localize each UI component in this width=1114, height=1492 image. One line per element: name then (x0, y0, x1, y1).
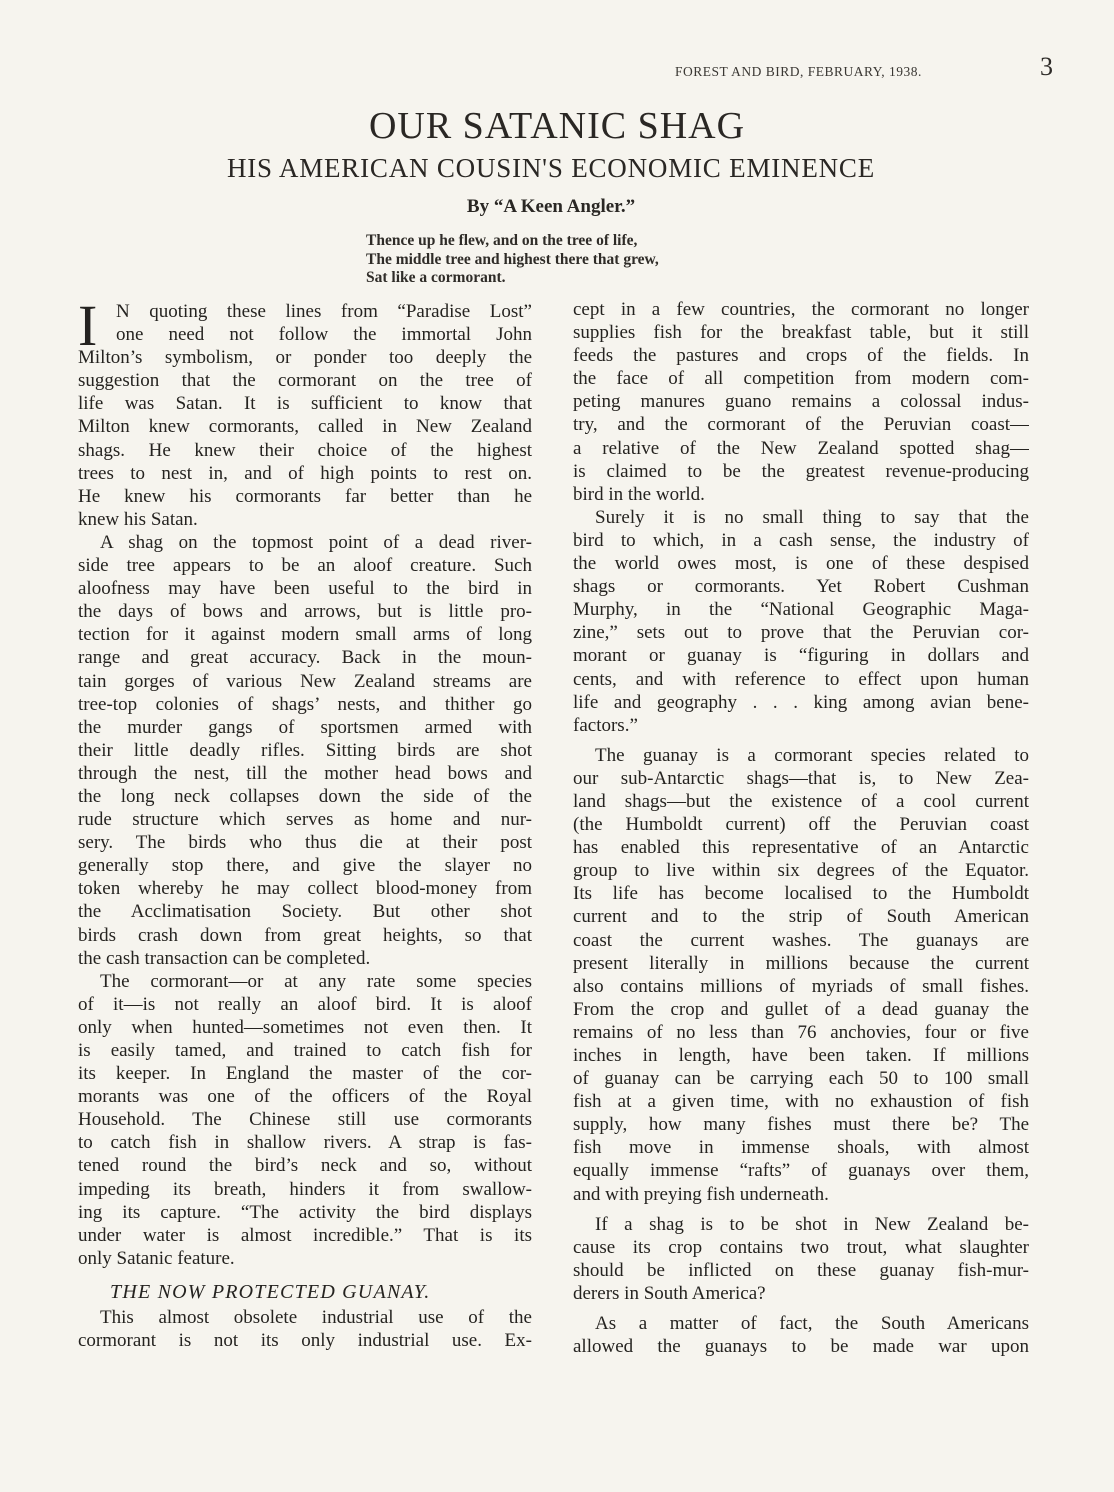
text-line: a relative of the New Zealand spotted shag— (573, 437, 1029, 459)
epigraph (366, 232, 659, 288)
text-line: bird in the world. (573, 483, 705, 505)
text-line: fish at a given time, with no exhaustion of fish (573, 1091, 1029, 1113)
text-line: If a shag is to be shot in New Zealand be- (595, 1213, 1029, 1235)
text-line: life and geography . . . king among avian bene- (573, 691, 1029, 713)
text-line: the days of bows and arrows, but is little pro- (78, 601, 532, 623)
text-line: of guanay can be carrying each 50 to 100 small (573, 1068, 1029, 1090)
text-line: tection for it against modern small arms of long (78, 624, 532, 646)
text-line: morants was one of the officers of the Royal (78, 1086, 532, 1108)
text-line: fish move in immense shoals, with almost (573, 1137, 1029, 1159)
article-title: OUR SATANIC SHAG (368, 105, 746, 147)
byline: By “A Keen Angler.” (466, 196, 636, 217)
text-line: under water is almost incredible.” That is its (78, 1224, 532, 1246)
text-line: peting manures guano remains a colossal indus- (573, 391, 1029, 413)
text-line: is claimed to be the greatest revenue-producing (573, 460, 1029, 482)
text-line: ing its capture. “The activity the bird displays (78, 1201, 532, 1223)
text-line: A shag on the topmost point of a dead river- (100, 531, 532, 553)
text-line: supplies fish for the breakfast table, but it still (573, 322, 1029, 344)
text-line: birds crash down from great heights, so that (78, 924, 532, 946)
epigraph-line: Sat like a cormorant. (366, 269, 506, 286)
epigraph-line: The middle tree and highest there that grew, (366, 250, 659, 268)
text-line: knew his Satan. (78, 508, 198, 530)
text-line: feeds the pastures and crops of the fields. In (573, 345, 1029, 367)
text-line: only Satanic feature. (78, 1247, 235, 1269)
text-line: cormorant is not its only industrial use. Ex- (78, 1330, 532, 1352)
text-line: allowed the guanays to be made war upon (573, 1336, 1029, 1358)
text-line: cept in a few countries, the cormorant no longer (573, 299, 1029, 320)
text-line: the murder gangs of sportsmen armed with (78, 716, 532, 738)
text-line: cause its crop contains two trout, what slaughter (573, 1236, 1029, 1258)
text-line: aloofness may have been useful to the bird in (78, 578, 532, 600)
text-line: life was Satan. It is sufficient to know that (78, 393, 532, 415)
text-line: equally immense “rafts” of guanays over them, (573, 1160, 1029, 1182)
text-line: (the Humboldt current) off the Peruvian coast (573, 814, 1029, 836)
text-line: their little deadly rifles. Sitting birds are shot (78, 739, 532, 761)
text-line: to catch fish in shallow rivers. A strap is fas- (78, 1132, 532, 1154)
article-column-right (573, 298, 1029, 1358)
text-line: generally stop there, and give the slayer no (78, 855, 532, 877)
text-line: our sub-Antarctic shags—that is, to New Zea- (573, 767, 1029, 789)
text-line: tree-top colonies of shags’ nests, and thither go (78, 693, 532, 715)
text-line: land shags—but the existence of a cool current (573, 790, 1029, 812)
text-line: token whereby he may collect blood-money from (78, 878, 532, 900)
text-line: is easily tamed, and trained to catch fish for (78, 1040, 532, 1061)
text-line: suggestion that the cormorant on the tree of (78, 370, 532, 392)
text-line: coast the current washes. The guanays are (573, 929, 1029, 951)
text-line: one need not follow the immortal John (116, 324, 532, 346)
text-line: shags or cormorants. Yet Robert Cushman (573, 576, 1029, 598)
text-line: Household. The Chinese still use cormorants (78, 1109, 532, 1131)
text-line: tain gorges of various New Zealand streams are (78, 670, 532, 692)
text-line: cents, and with reference to effect upon human (573, 668, 1029, 690)
page-number: 3 (1040, 52, 1053, 81)
text-line: trees to nest in, and of high points to rest on. (78, 462, 532, 484)
article-subtitle: HIS AMERICAN COUSIN'S ECONOMIC EMINENCE (226, 153, 876, 183)
text-line: impeding its breath, hinders it from swallow- (78, 1178, 532, 1200)
text-line: range and great accuracy. Back in the moun- (78, 647, 532, 669)
text-line: also contains millions of myriads of small fishes. (573, 975, 1029, 997)
text-line: its keeper. In England the master of the cor- (78, 1063, 532, 1085)
text-line: He knew his cormorants far better than he (78, 485, 532, 507)
text-line: The cormorant—or at any rate some species (100, 970, 532, 992)
text-line: side tree appears to be an aloof creature. Such (78, 555, 532, 577)
text-line: the Acclimatisation Society. But other shot (78, 901, 532, 923)
text-line: of it—is not really an aloof bird. It is aloof (78, 993, 532, 1015)
text-line: the long neck collapses down the side of the (78, 785, 532, 807)
text-line: sery. The birds who thus die at their post (78, 832, 532, 854)
text-line: the cash transaction can be completed. (78, 947, 371, 969)
running-head: FOREST AND BIRD, FEBRUARY, 1938. (675, 64, 922, 79)
text-line: factors.” (573, 714, 638, 736)
text-line: the face of all competition from modern com- (573, 368, 1029, 390)
text-line: should be inflicted on these guanay fish-mur- (573, 1259, 1029, 1281)
text-line: As a matter of fact, the South Americans (595, 1313, 1029, 1335)
text-line: has enabled this representative of an Antarctic (573, 837, 1029, 859)
drop-cap: I (78, 293, 98, 358)
text-line: N quoting these lines from “Paradise Lost” (116, 301, 532, 322)
text-line: From the crop and gullet of a dead guanay the (573, 998, 1029, 1020)
text-line: zine,” sets out to prove that the Peruvian cor- (573, 622, 1029, 644)
text-line: derers in South America? (573, 1282, 766, 1304)
text-line: bird to which, in a cash sense, the industry of (573, 529, 1029, 551)
text-line: remains of no less than 76 anchovies, four or five (573, 1021, 1029, 1043)
text-line: tened round the bird’s neck and so, without (78, 1155, 532, 1177)
text-line: only when hunted—sometimes not even then. It (78, 1016, 532, 1038)
text-line: inches in length, have been taken. If millions (573, 1045, 1029, 1066)
text-line: supply, how many fishes must there be? The (573, 1114, 1029, 1136)
text-line: Milton’s symbolism, or ponder too deeply the (78, 347, 532, 369)
text-line: This almost obsolete industrial use of the (100, 1306, 532, 1328)
text-line: try, and the cormorant of the Peruvian coast— (573, 414, 1029, 436)
text-line: present literally in millions because the current (573, 952, 1029, 974)
text-line: Its life has become localised to the Humboldt (573, 883, 1029, 905)
text-line: group to live within six degrees of the Equator. (573, 860, 1029, 882)
text-line: current and to the strip of South American (573, 906, 1029, 928)
text-line: Milton knew cormorants, called in New Zealand (78, 416, 532, 438)
text-line: Murphy, in the “National Geographic Maga- (573, 599, 1029, 621)
section-heading: THE NOW PROTECTED GUANAY. (110, 1280, 431, 1303)
text-line: morant or guanay is “figuring in dollars and (573, 645, 1029, 667)
epigraph-line: Thence up he flew, and on the tree of life, (366, 232, 638, 249)
text-line: through the nest, till the mother head bows and (78, 762, 532, 784)
article-column-left (78, 293, 532, 1352)
text-line: the world owes most, is one of these despised (573, 553, 1029, 575)
text-line: rude structure which serves as home and nur- (78, 809, 532, 831)
text-line: shags. He knew their choice of the highest (78, 439, 532, 461)
text-line: Surely it is no small thing to say that the (595, 506, 1029, 528)
text-line: and with preying fish underneath. (573, 1183, 829, 1205)
text-line: The guanay is a cormorant species related to (595, 744, 1029, 766)
